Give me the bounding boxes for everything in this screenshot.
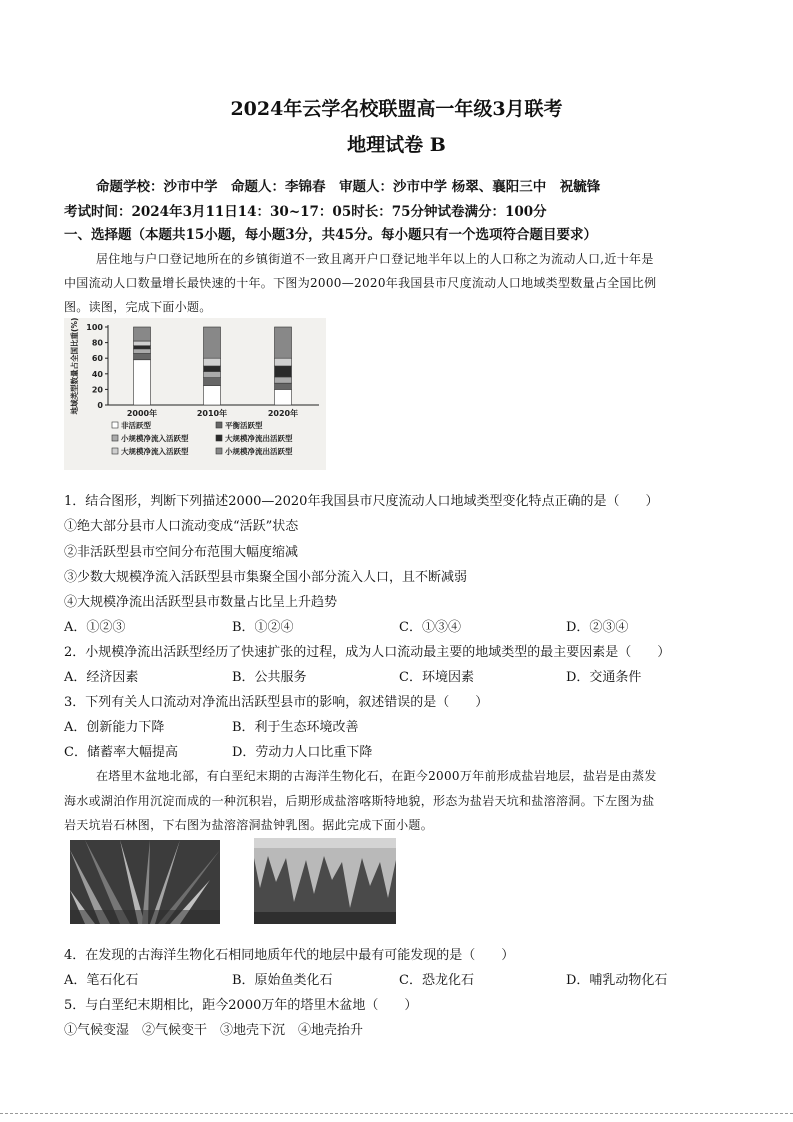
q2-stem: 2．小规模净流出活跃型经历了快速扩张的过程，成为人口流动最主要的地域类型的最主要因素是（ ） [64,645,671,660]
passage2-line1: 在塔里木盆地北部，有白垩纪末期的古海洋生物化石，在距今2000万年前形成盐岩地层，盐岩是由蒸发 [96,769,657,783]
legend-swatch [112,435,118,441]
x-tick-label: 2020年 [267,409,299,418]
bar-segment [204,386,221,406]
q1-statement-3: ③少数大规模净流入活跃型县市集聚全国小部分流入人口，且不断减弱 [64,570,468,585]
bar-segment [134,346,151,349]
q1-stem: 1．结合图形，判断下列描述2000—2020年我国县市尺度流动人口地域类型变化特点正确的是（ ） [64,494,659,509]
x-tick-label: 2000年 [126,409,158,418]
passage1-line1: 居住地与户口登记地所在的乡镇街道不一致且离开户口登记地半年以上的人口称之为流动人口,近十年是 [96,252,654,266]
bar-segment [204,358,221,366]
x-tick-label: 2010年 [196,409,228,418]
q5-stem: 5．与白垩纪末期相比，距今2000万年的塔里木盆地（ ） [64,998,418,1013]
q1-statement-1: ①绝大部分县市人口流动变成“活跃”状态 [64,519,299,534]
q2-option-a[interactable]: A．经济因素 [64,670,139,685]
exam-title: 2024年云学名校联盟高一年级3月联考 [230,98,563,120]
bar-segment [275,377,292,383]
q1-statement-4: ④大规模净流出活跃型县市数量占比呈上升趋势 [64,595,338,610]
exam-time: 考试时间：2024年3月11日14：30~17：05时长：75分钟试卷满分：100分 [64,204,547,220]
bar-segment [134,349,151,354]
legend-label: 非活跃型 [121,421,151,430]
q1-option-d[interactable]: D．②③④ [566,620,629,635]
q5-statements: ①气候变湿 ②气候变干 ③地壳下沉 ④地壳抬升 [64,1023,364,1038]
y-tick-label: 0 [97,401,103,410]
q3-option-c[interactable]: C．储蓄率大幅提高 [64,745,178,760]
q1-option-b[interactable]: B．①②④ [232,620,294,635]
bar-segment [204,371,221,377]
q2-option-c[interactable]: C．环境因素 [399,670,474,685]
passage2-line2: 海水或湖泊作用沉淀而成的一种沉积岩，后期形成盐溶喀斯特地貌，形态为盐岩天坑和盐溶溶洞。下左图为盐 [64,794,655,808]
legend-swatch [216,422,222,428]
salt-rock-forest-photo [70,840,220,924]
salt-stalactite-photo [254,838,396,924]
q3-stem: 3．下列有关人口流动对净流出活跃型县市的影响，叙述错误的是（ ） [64,695,489,710]
y-tick-label: 60 [91,354,103,364]
legend-swatch [112,448,118,454]
legend-swatch [216,448,222,454]
q4-stem: 4．在发现的古海洋生物化石相同地质年代的地层中最有可能发现的是（ ） [64,948,515,963]
q2-option-d[interactable]: D．交通条件 [566,670,642,685]
q4-option-d[interactable]: D．哺乳动物化石 [566,973,668,988]
bar-segment [204,327,221,358]
bar-segment [275,366,292,377]
legend-label: 小规模净流出活跃型 [225,447,293,456]
y-tick-label: 100 [86,323,103,332]
q2-option-b[interactable]: B．公共服务 [232,670,307,685]
legend-swatch [216,435,222,441]
y-tick-label: 80 [91,338,103,348]
q1-option-c[interactable]: C．①③④ [399,620,461,635]
q4-option-c[interactable]: C．恐龙化石 [399,973,474,988]
population-chart [64,318,326,470]
bar-segment [204,378,221,386]
y-tick-label: 20 [91,385,103,395]
legend-label: 大规模净流入活跃型 [121,447,189,456]
q4-option-a[interactable]: A．笔石化石 [64,973,139,988]
q3-option-d[interactable]: D．劳动力人口比重下降 [232,745,373,760]
y-tick-label: 40 [91,369,103,379]
section-heading: 一、选择题（本题共15小题，每小题3分，共45分。每小题只有一个选项符合题目要求） [64,227,597,243]
passage1-line2: 中国流动人口数量增长最快速的十年。下图为2000—2020年我国县市尺度流动人口地域类型数量占全国比例 [64,276,657,290]
legend-label: 小规模净流入活跃型 [121,434,189,443]
bar-segment [275,358,292,366]
page-bottom-rule [0,1113,793,1114]
bar-segment [204,366,221,371]
q4-option-b[interactable]: B．原始鱼类化石 [232,973,333,988]
chart-ylabel: 地域类型数量占全国比重(%) [70,318,79,415]
passage2-line3: 岩天坑岩石林图，下右图为盐溶溶洞盐钟乳图。据此完成下面小题。 [64,818,434,832]
bar-segment [134,360,151,405]
exam-authors: 命题学校：沙市中学 命题人：李锦春 审题人：沙市中学 杨翠、襄阳三中 祝毓锋 [96,179,601,195]
bar-segment [275,383,292,389]
legend-label: 大规模净流出活跃型 [225,434,293,443]
legend-label: 平衡活跃型 [225,421,263,430]
legend-swatch [112,422,118,428]
bar-segment [134,354,151,360]
bar-segment [134,327,151,341]
q1-option-a[interactable]: A．①②③ [64,620,126,635]
q3-option-a[interactable]: A．创新能力下降 [64,720,165,735]
q3-option-b[interactable]: B．利于生态环境改善 [232,720,359,735]
bar-segment [134,341,151,346]
exam-subtitle: 地理试卷 B [347,134,446,156]
bar-segment [275,327,292,358]
passage1-line3: 图。读图，完成下面小题。 [64,300,212,314]
q1-statement-2: ②非活跃型县市空间分布范围大幅度缩减 [64,545,299,560]
bar-segment [275,389,292,405]
